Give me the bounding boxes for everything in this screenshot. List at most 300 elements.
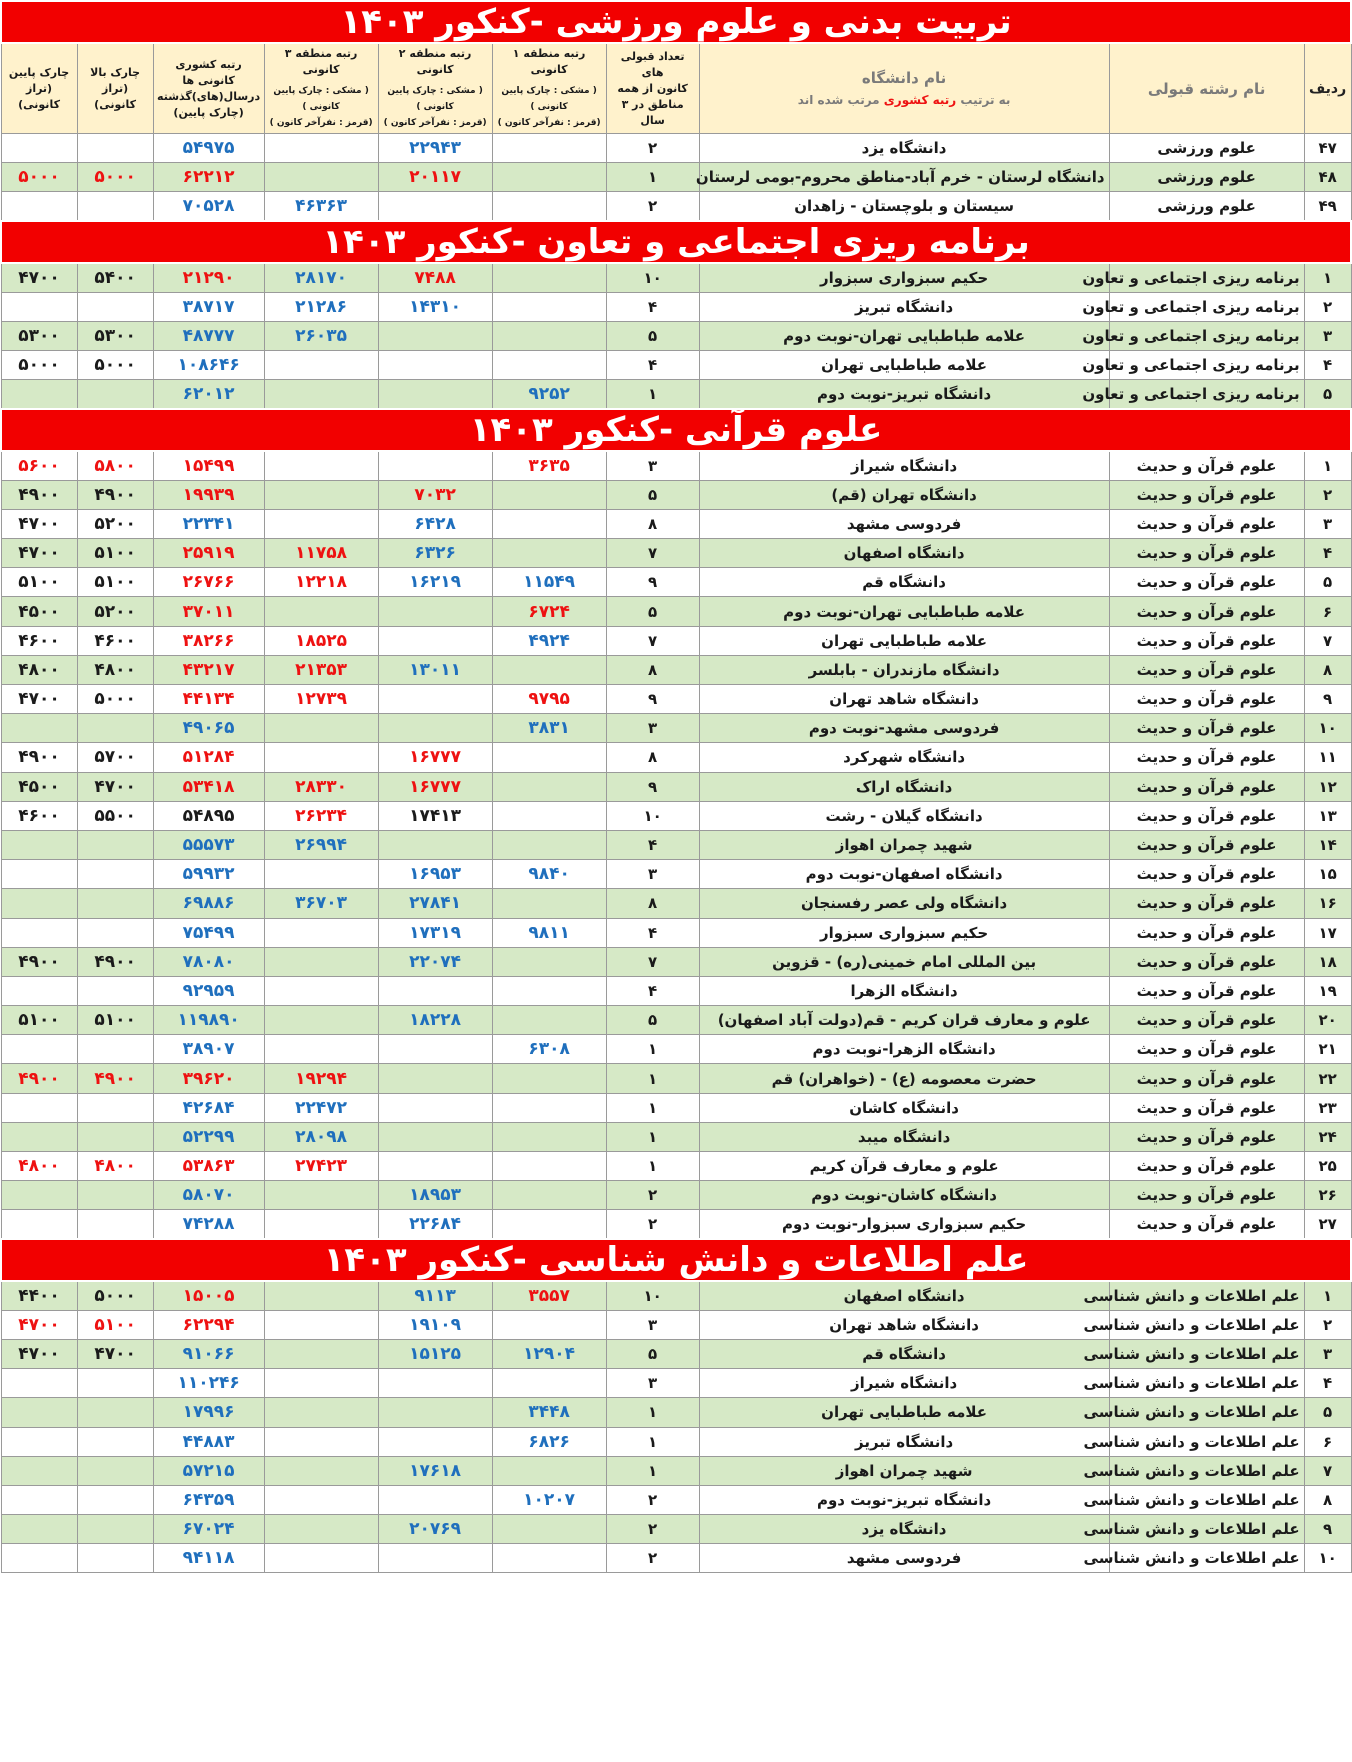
national-rank: ۲۵۹۱۹ xyxy=(153,539,264,568)
lower-quartile xyxy=(1,918,77,947)
university-name: دانشگاه تهران (قم) xyxy=(699,480,1109,509)
rank-region-2: ۲۰۱۱۷ xyxy=(378,163,492,192)
table-row xyxy=(1,1093,1351,1122)
national-rank: ۳۷۰۱۱ xyxy=(153,597,264,626)
header-rank-note: ( مشکی : چارک پایین کانونی ) xyxy=(387,86,483,112)
lower-quartile xyxy=(1,714,77,743)
university-name: دانشگاه شهرکرد xyxy=(699,743,1109,772)
lower-quartile xyxy=(1,292,77,321)
admit-count: ۲ xyxy=(606,1210,699,1239)
lower-quartile xyxy=(1,830,77,859)
university-name: دانشگاه شیراز xyxy=(699,451,1109,480)
university-name: حکیم سبزواری سبزوار xyxy=(699,918,1109,947)
university-name: دانشگاه یزد xyxy=(699,134,1109,163)
lower-quartile: ۵۰۰۰ xyxy=(1,351,77,380)
national-rank: ۵۷۲۱۵ xyxy=(153,1456,264,1485)
rank-region-3: ۴۶۳۶۳ xyxy=(264,192,378,221)
lower-quartile xyxy=(1,1398,77,1427)
field-name: علم اطلاعات و دانش شناسی xyxy=(1109,1427,1304,1456)
upper-quartile: ۵۸۰۰ xyxy=(77,451,153,480)
field-name: علوم ورزشی xyxy=(1109,192,1304,221)
university-name: دانشگاه میبد xyxy=(699,1122,1109,1151)
field-name: علوم قرآن و حدیث xyxy=(1109,1181,1304,1210)
rank-region-2: ۱۶۹۵۳ xyxy=(378,860,492,889)
upper-quartile xyxy=(77,1122,153,1151)
field-name: علم اطلاعات و دانش شناسی xyxy=(1109,1515,1304,1544)
header-rank-region-3 xyxy=(264,43,378,134)
rank-region-3 xyxy=(264,947,378,976)
lower-quartile: ۵۰۰۰ xyxy=(1,163,77,192)
rank-region-2: ۷۰۳۲ xyxy=(378,480,492,509)
rank-region-2 xyxy=(378,1369,492,1398)
lower-quartile: ۴۶۰۰ xyxy=(1,801,77,830)
table-row xyxy=(1,1515,1351,1544)
national-rank: ۱۱۰۲۴۶ xyxy=(153,1369,264,1398)
university-name: دانشگاه یزد xyxy=(699,1515,1109,1544)
table-row xyxy=(1,163,1351,192)
table-row xyxy=(1,947,1351,976)
national-rank: ۶۲۰۱۲ xyxy=(153,380,264,409)
rank-region-2 xyxy=(378,1152,492,1181)
field-name: علوم قرآن و حدیث xyxy=(1109,1122,1304,1151)
university-name: دانشگاه قم xyxy=(699,1339,1109,1368)
upper-quartile xyxy=(77,1398,153,1427)
row-index: ۱ xyxy=(1304,263,1351,292)
university-name: علامه طباطبایی تهران xyxy=(699,351,1109,380)
university-name: علامه طباطبایی تهران-نوبت دوم xyxy=(699,597,1109,626)
upper-quartile: ۴۶۰۰ xyxy=(77,626,153,655)
rank-region-1 xyxy=(492,743,606,772)
header-national-line: رتبه کشوری کانونی ها xyxy=(175,57,242,87)
lower-quartile: ۴۹۰۰ xyxy=(1,480,77,509)
table-row xyxy=(1,830,1351,859)
field-name: علوم قرآن و حدیث xyxy=(1109,772,1304,801)
rank-region-2: ۲۰۷۶۹ xyxy=(378,1515,492,1544)
table-row xyxy=(1,889,1351,918)
table-row xyxy=(1,860,1351,889)
row-index: ۵ xyxy=(1304,380,1351,409)
admit-count: ۳ xyxy=(606,714,699,743)
rank-region-1: ۴۹۲۴ xyxy=(492,626,606,655)
table-row xyxy=(1,1152,1351,1181)
admit-count: ۵ xyxy=(606,480,699,509)
rank-region-2: ۱۶۷۷۷ xyxy=(378,743,492,772)
national-rank: ۵۴۸۹۵ xyxy=(153,801,264,830)
lower-quartile: ۴۷۰۰ xyxy=(1,263,77,292)
upper-quartile: ۵۱۰۰ xyxy=(77,1310,153,1339)
admit-count: ۱ xyxy=(606,1456,699,1485)
university-name: علامه طباطبایی تهران xyxy=(699,1398,1109,1427)
upper-quartile: ۵۴۰۰ xyxy=(77,263,153,292)
university-name: دانشگاه تبریز xyxy=(699,1427,1109,1456)
row-index: ۷ xyxy=(1304,626,1351,655)
rank-region-2: ۱۹۱۰۹ xyxy=(378,1310,492,1339)
rank-region-3: ۳۶۷۰۳ xyxy=(264,889,378,918)
upper-quartile xyxy=(77,380,153,409)
rank-region-3: ۲۱۲۸۶ xyxy=(264,292,378,321)
admit-count: ۱۰ xyxy=(606,801,699,830)
field-name: برنامه ریزی اجتماعی و تعاون xyxy=(1109,351,1304,380)
lower-quartile: ۴۷۰۰ xyxy=(1,1310,77,1339)
national-rank: ۱۵۴۹۹ xyxy=(153,451,264,480)
university-name: دانشگاه ولی عصر رفسنجان xyxy=(699,889,1109,918)
row-index: ۸ xyxy=(1304,1485,1351,1514)
header-rank-note: (قرمز : نفرآخر کانون ) xyxy=(383,118,487,128)
national-rank: ۹۴۱۱۸ xyxy=(153,1544,264,1573)
national-rank: ۵۸۰۷۰ xyxy=(153,1181,264,1210)
rank-region-1 xyxy=(492,1544,606,1573)
lower-quartile xyxy=(1,889,77,918)
rank-region-2: ۷۴۸۸ xyxy=(378,263,492,292)
table-row xyxy=(1,1210,1351,1239)
rank-region-3 xyxy=(264,380,378,409)
rank-region-2 xyxy=(378,321,492,350)
upper-quartile: ۵۰۰۰ xyxy=(77,351,153,380)
row-index: ۱۸ xyxy=(1304,947,1351,976)
rank-region-1 xyxy=(492,947,606,976)
upper-quartile: ۵۰۰۰ xyxy=(77,163,153,192)
rank-region-2 xyxy=(378,351,492,380)
row-index: ۸ xyxy=(1304,655,1351,684)
rank-region-3 xyxy=(264,1427,378,1456)
admit-count: ۹ xyxy=(606,568,699,597)
rank-region-1: ۹۲۵۲ xyxy=(492,380,606,409)
row-index: ۲۷ xyxy=(1304,1210,1351,1239)
upper-quartile xyxy=(77,1515,153,1544)
rank-region-3: ۲۸۳۳۰ xyxy=(264,772,378,801)
university-name: حکیم سبزواری سبزوار-نوبت دوم xyxy=(699,1210,1109,1239)
admit-count: ۱ xyxy=(606,1093,699,1122)
lower-quartile xyxy=(1,1515,77,1544)
lower-quartile xyxy=(1,1544,77,1573)
lower-quartile: ۴۸۰۰ xyxy=(1,655,77,684)
national-rank: ۱۷۹۹۶ xyxy=(153,1398,264,1427)
rank-region-2: ۲۲۹۴۳ xyxy=(378,134,492,163)
admit-count: ۴ xyxy=(606,918,699,947)
admit-count: ۵ xyxy=(606,321,699,350)
rank-region-2 xyxy=(378,1485,492,1514)
row-index: ۱۰ xyxy=(1304,1544,1351,1573)
national-rank: ۵۳۸۶۳ xyxy=(153,1152,264,1181)
row-index: ۴ xyxy=(1304,351,1351,380)
table-row xyxy=(1,451,1351,480)
rank-region-3: ۲۶۹۹۴ xyxy=(264,830,378,859)
rank-region-3 xyxy=(264,1398,378,1427)
rank-region-1 xyxy=(492,134,606,163)
table-row xyxy=(1,1122,1351,1151)
national-rank: ۷۵۴۹۹ xyxy=(153,918,264,947)
upper-quartile xyxy=(77,1093,153,1122)
upper-quartile xyxy=(77,192,153,221)
university-name: سیستان و بلوچستان - زاهدان xyxy=(699,192,1109,221)
table-row xyxy=(1,655,1351,684)
national-rank: ۵۱۲۸۴ xyxy=(153,743,264,772)
rank-region-1 xyxy=(492,830,606,859)
university-name: دانشگاه اصفهان-نوبت دوم xyxy=(699,860,1109,889)
university-name: فردوسی مشهد-نوبت دوم xyxy=(699,714,1109,743)
upper-quartile: ۵۱۰۰ xyxy=(77,539,153,568)
rank-region-1 xyxy=(492,163,606,192)
rank-region-3 xyxy=(264,1369,378,1398)
table-row xyxy=(1,1006,1351,1035)
rank-region-1: ۶۸۲۶ xyxy=(492,1427,606,1456)
national-rank: ۴۳۲۱۷ xyxy=(153,655,264,684)
rank-region-1 xyxy=(492,1152,606,1181)
admit-count: ۳ xyxy=(606,1310,699,1339)
table-row xyxy=(1,1456,1351,1485)
upper-quartile xyxy=(77,1427,153,1456)
upper-quartile xyxy=(77,1210,153,1239)
rank-region-3 xyxy=(264,1035,378,1064)
national-rank: ۵۹۹۳۲ xyxy=(153,860,264,889)
national-rank: ۴۲۶۸۴ xyxy=(153,1093,264,1122)
row-index: ۴ xyxy=(1304,1369,1351,1398)
national-rank: ۴۴۱۳۴ xyxy=(153,685,264,714)
admit-count: ۷ xyxy=(606,626,699,655)
upper-quartile: ۵۱۰۰ xyxy=(77,568,153,597)
national-rank: ۲۲۳۴۱ xyxy=(153,509,264,538)
rank-region-3 xyxy=(264,1210,378,1239)
upper-quartile xyxy=(77,889,153,918)
field-name: علوم قرآن و حدیث xyxy=(1109,1210,1304,1239)
admit-count: ۸ xyxy=(606,889,699,918)
upper-quartile xyxy=(77,1181,153,1210)
university-name: دانشگاه شاهد تهران xyxy=(699,685,1109,714)
university-name: علوم و معارف قران کریم - قم(دولت آباد اصفهان) xyxy=(699,1006,1109,1035)
header-field: نام رشته قبولی xyxy=(1109,43,1304,134)
upper-quartile: ۵۵۰۰ xyxy=(77,801,153,830)
admit-count: ۱۰ xyxy=(606,1281,699,1310)
rank-region-1 xyxy=(492,263,606,292)
upper-quartile xyxy=(77,830,153,859)
field-name: علوم قرآن و حدیث xyxy=(1109,860,1304,889)
university-name: دانشگاه شیراز xyxy=(699,1369,1109,1398)
note-prefix: به ترتیب xyxy=(956,92,1011,107)
row-index: ۹ xyxy=(1304,1515,1351,1544)
rank-region-2: ۶۳۲۶ xyxy=(378,539,492,568)
lower-quartile xyxy=(1,192,77,221)
row-index: ۱ xyxy=(1304,451,1351,480)
header-upper-quartile xyxy=(77,43,153,134)
note-suffix: مرتب شده اند xyxy=(797,92,884,107)
rank-region-2 xyxy=(378,192,492,221)
field-name: علوم قرآن و حدیث xyxy=(1109,743,1304,772)
lower-quartile xyxy=(1,134,77,163)
row-index: ۲۴ xyxy=(1304,1122,1351,1151)
rank-region-2 xyxy=(378,1035,492,1064)
rank-region-1 xyxy=(492,539,606,568)
lower-quartile: ۴۶۰۰ xyxy=(1,626,77,655)
rank-region-1 xyxy=(492,772,606,801)
row-index: ۱۵ xyxy=(1304,860,1351,889)
row-index: ۲ xyxy=(1304,480,1351,509)
table-row xyxy=(1,380,1351,409)
lower-quartile xyxy=(1,1035,77,1064)
upper-quartile xyxy=(77,1035,153,1064)
rank-region-2 xyxy=(378,1093,492,1122)
row-index: ۷ xyxy=(1304,1456,1351,1485)
header-lower-line: (تراز کانونی) xyxy=(18,81,60,111)
table-row xyxy=(1,1427,1351,1456)
lower-quartile xyxy=(1,1456,77,1485)
rank-region-2: ۱۶۲۱۹ xyxy=(378,568,492,597)
admit-count: ۲ xyxy=(606,1515,699,1544)
national-rank: ۶۲۲۹۴ xyxy=(153,1310,264,1339)
admit-count: ۸ xyxy=(606,509,699,538)
upper-quartile: ۴۷۰۰ xyxy=(77,772,153,801)
rank-region-1: ۱۰۲۰۷ xyxy=(492,1485,606,1514)
rank-region-3: ۲۲۴۷۲ xyxy=(264,1093,378,1122)
university-name: شهید چمران اهواز xyxy=(699,1456,1109,1485)
field-name: علوم قرآن و حدیث xyxy=(1109,597,1304,626)
university-name: شهید چمران اهواز xyxy=(699,830,1109,859)
university-name: فردوسی مشهد xyxy=(699,509,1109,538)
lower-quartile xyxy=(1,1427,77,1456)
lower-quartile xyxy=(1,860,77,889)
rank-region-3 xyxy=(264,597,378,626)
header-national-rank xyxy=(153,43,264,134)
university-name: دانشگاه کاشان-نوبت دوم xyxy=(699,1181,1109,1210)
field-name: علوم قرآن و حدیث xyxy=(1109,626,1304,655)
field-name: علوم قرآن و حدیث xyxy=(1109,1152,1304,1181)
rank-region-3 xyxy=(264,134,378,163)
row-index: ۲۲ xyxy=(1304,1064,1351,1093)
admit-count: ۵ xyxy=(606,1006,699,1035)
rank-region-1 xyxy=(492,480,606,509)
field-name: علم اطلاعات و دانش شناسی xyxy=(1109,1369,1304,1398)
rank-region-1: ۳۴۴۸ xyxy=(492,1398,606,1427)
header-lower-line: چارک پایین xyxy=(8,65,70,79)
university-name: دانشگاه تبریز-نوبت دوم xyxy=(699,380,1109,409)
row-index: ۱۷ xyxy=(1304,918,1351,947)
field-name: علوم قرآن و حدیث xyxy=(1109,451,1304,480)
admit-count: ۲ xyxy=(606,1485,699,1514)
row-index: ۲۱ xyxy=(1304,1035,1351,1064)
rank-region-3 xyxy=(264,1281,378,1310)
rank-region-3: ۲۶۰۳۵ xyxy=(264,321,378,350)
header-university-title: نام دانشگاه xyxy=(861,68,947,87)
university-name: دانشگاه مازندران - بابلسر xyxy=(699,655,1109,684)
field-name: علم اطلاعات و دانش شناسی xyxy=(1109,1310,1304,1339)
rank-region-1 xyxy=(492,1515,606,1544)
rank-region-3 xyxy=(264,714,378,743)
row-index: ۲۶ xyxy=(1304,1181,1351,1210)
lower-quartile: ۵۱۰۰ xyxy=(1,568,77,597)
lower-quartile: ۵۶۰۰ xyxy=(1,451,77,480)
rank-region-2 xyxy=(378,1398,492,1427)
lower-quartile xyxy=(1,976,77,1005)
national-rank: ۷۴۲۸۸ xyxy=(153,1210,264,1239)
field-name: برنامه ریزی اجتماعی و تعاون xyxy=(1109,380,1304,409)
national-rank: ۹۲۹۵۹ xyxy=(153,976,264,1005)
header-rank-note: (قرمز : نفرآخر کانون ) xyxy=(269,118,373,128)
upper-quartile: ۵۰۰۰ xyxy=(77,1281,153,1310)
national-rank: ۳۸۷۱۷ xyxy=(153,292,264,321)
column-header-row xyxy=(1,43,1351,134)
rank-region-3: ۱۱۷۵۸ xyxy=(264,539,378,568)
upper-quartile: ۴۹۰۰ xyxy=(77,1064,153,1093)
university-name: دانشگاه کاشان xyxy=(699,1093,1109,1122)
rank-region-1 xyxy=(492,509,606,538)
upper-quartile xyxy=(77,1369,153,1398)
admit-count: ۱ xyxy=(606,1398,699,1427)
admit-count: ۴ xyxy=(606,292,699,321)
header-count-line: تعداد قبولی های xyxy=(620,49,685,79)
table-row xyxy=(1,321,1351,350)
header-row-index: ردیف xyxy=(1304,43,1351,134)
rank-region-3 xyxy=(264,1310,378,1339)
field-name: علم اطلاعات و دانش شناسی xyxy=(1109,1398,1304,1427)
rank-region-3 xyxy=(264,351,378,380)
rank-region-3 xyxy=(264,860,378,889)
lower-quartile: ۴۵۰۰ xyxy=(1,597,77,626)
rank-region-3 xyxy=(264,1006,378,1035)
upper-quartile: ۵۷۰۰ xyxy=(77,743,153,772)
field-name: علوم قرآن و حدیث xyxy=(1109,918,1304,947)
rank-region-3 xyxy=(264,509,378,538)
rank-region-1 xyxy=(492,321,606,350)
university-name: دانشگاه الزهرا-نوبت دوم xyxy=(699,1035,1109,1064)
university-name: دانشگاه الزهرا xyxy=(699,976,1109,1005)
rank-region-3 xyxy=(264,743,378,772)
rank-region-3 xyxy=(264,1339,378,1368)
field-name: علوم قرآن و حدیث xyxy=(1109,947,1304,976)
header-lower-quartile xyxy=(1,43,77,134)
upper-quartile: ۵۳۰۰ xyxy=(77,321,153,350)
university-name: علامه طباطبایی تهران-نوبت دوم xyxy=(699,321,1109,350)
rank-region-2 xyxy=(378,714,492,743)
row-index: ۲۵ xyxy=(1304,1152,1351,1181)
national-rank: ۶۴۳۵۹ xyxy=(153,1485,264,1514)
university-name: دانشگاه قم xyxy=(699,568,1109,597)
national-rank: ۱۵۰۰۵ xyxy=(153,1281,264,1310)
upper-quartile: ۵۰۰۰ xyxy=(77,685,153,714)
table-row xyxy=(1,626,1351,655)
rank-region-2: ۱۸۲۲۸ xyxy=(378,1006,492,1035)
rank-region-3 xyxy=(264,1544,378,1573)
rank-region-2 xyxy=(378,976,492,1005)
row-index: ۵ xyxy=(1304,1398,1351,1427)
row-index: ۶ xyxy=(1304,1427,1351,1456)
university-name: حکیم سبزواری سبزوار xyxy=(699,263,1109,292)
table-row xyxy=(1,772,1351,801)
rank-region-1 xyxy=(492,1006,606,1035)
field-name: علوم قرآن و حدیث xyxy=(1109,1035,1304,1064)
lower-quartile xyxy=(1,1181,77,1210)
note-highlight: رتبه کشوری xyxy=(883,92,957,107)
field-name: علوم قرآن و حدیث xyxy=(1109,480,1304,509)
rank-region-3: ۲۶۲۳۴ xyxy=(264,801,378,830)
field-name: علوم قرآن و حدیث xyxy=(1109,1093,1304,1122)
row-index: ۱۲ xyxy=(1304,772,1351,801)
rank-region-3 xyxy=(264,163,378,192)
table-row xyxy=(1,1369,1351,1398)
rank-region-2: ۱۷۳۱۹ xyxy=(378,918,492,947)
admit-count: ۸ xyxy=(606,743,699,772)
admit-count: ۴ xyxy=(606,830,699,859)
row-index: ۹ xyxy=(1304,685,1351,714)
row-index: ۵ xyxy=(1304,568,1351,597)
rank-region-1 xyxy=(492,351,606,380)
lower-quartile xyxy=(1,1485,77,1514)
admit-count: ۱ xyxy=(606,1427,699,1456)
field-name: علوم قرآن و حدیث xyxy=(1109,1006,1304,1035)
admit-count: ۷ xyxy=(606,947,699,976)
national-rank: ۲۶۷۶۶ xyxy=(153,568,264,597)
rank-region-3 xyxy=(264,976,378,1005)
row-index: ۴ xyxy=(1304,539,1351,568)
university-name: دانشگاه اراک xyxy=(699,772,1109,801)
